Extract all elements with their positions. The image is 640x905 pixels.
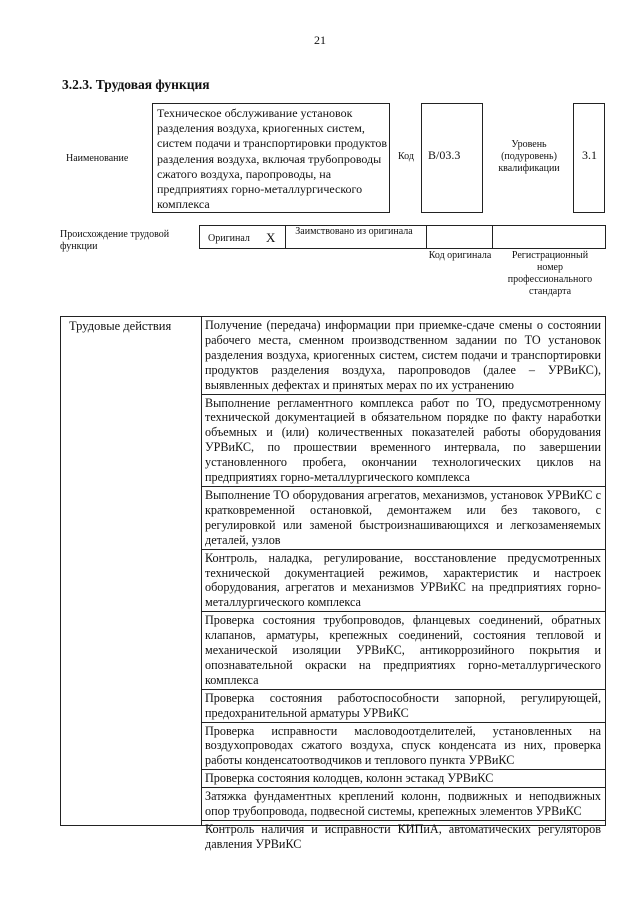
function-name: Техническое обслуживание установок разделения воздуха, криогенных систем, систем подачи и транспортировки продуктов разделения воздуха, включая трубопроводы сжатого воздуха, паропроводы, на предприятиях горно-металлургического комплекса [157, 106, 388, 212]
original-label: Оригинал [208, 233, 250, 244]
origin-code-caption: Код оригинала [428, 250, 492, 261]
work-action-item: Проверка состояния трубопроводов, фланцевых соединений, обратных клапанов, арматуры, крепежных соединений, состояния тепловой и механической изоляции УРВиКС, антикоррозийного покрытия и опознавательной окраски на предприятиях горно-металлургического комплекса [201, 612, 605, 690]
work-actions-table [60, 316, 606, 851]
work-action-item: Получение (передача) информации при приемке-сдаче смены о состоянии рабочего места, сменном производственном задании по ТО установок разделения воздуха, криогенных систем, систем подачи и транспортировки продуктов разделения воздуха, паропроводов (далее – УРВиКС), выявленных дефектах и принятых мерах по их устранению [201, 317, 605, 395]
original-mark: X [266, 230, 276, 245]
work-action-item: Проверка исправности масловодоотделителей, установленных на воздухопроводах сжатого воздуха, спуск конденсата из них, проверка работы конденсатоотводчиков и теплового пункта УРВиКС [201, 723, 605, 771]
work-action-item: Проверка состояния работоспособности запорной, регулирующей, предохранительной арматуры УРВиКС [201, 690, 605, 723]
level-box [573, 103, 605, 213]
page-number: 21 [314, 33, 326, 47]
work-action-item: Затяжка фундаментных креплений колонн, подвижных и неподвижных опор трубопровода, подвесной системы, крепежных элементов УРВиКС [201, 788, 605, 821]
work-action-item: Выполнение регламентного комплекса работ по ТО, предусмотренному технической документацией в обязательном порядке по факту наработки объемных и (или) количественных показателей работы оборудования УРВиКС, по прошествии временного интервала, по завершении установленного пробега, окончании технологических циклов на предприятиях горно-металлургического комплекса [201, 395, 605, 487]
work-action-item: Контроль, наладка, регулирование, восстановление предусмотренных технической документацией режимов, характеристик и настроек оборудования, агрегатов и механизмов УРВиКС на предприятиях горно-металлургического комплекса [201, 550, 605, 613]
code-label: Код [398, 151, 414, 162]
origin-divider-1 [285, 225, 286, 249]
work-actions-label: Трудовые действия [69, 319, 172, 333]
code-value: В/03.3 [428, 148, 461, 162]
section-title: 3.2.3. Трудовая функция [62, 77, 210, 92]
name-label: Наименование [66, 153, 129, 164]
origin-divider-2 [426, 225, 427, 249]
level-label: Уровень (подуровень) квалификации [498, 139, 560, 174]
work-action-item: Проверка состояния колодцев, колонн эстакад УРВиКС [201, 770, 605, 788]
work-action-item: Выполнение ТО оборудования агрегатов, механизмов, установок УРВиКС с кратковременной остановкой, демонтажем или без такового, с регулировкой или заменой быстроизнашивающихся и легкозаменяемых деталей, узлов [201, 487, 605, 550]
reg-number-caption: Регистрационный номер профессионального стандарта [507, 250, 593, 297]
work-action-item: Контроль наличия и исправности КИПиА, автоматических регуляторов давления УРВиКС [205, 822, 601, 851]
code-box [421, 103, 483, 213]
function-name-box [152, 103, 390, 213]
borrowed-label: Заимствовано из оригинала [295, 226, 413, 237]
origin-label: Происхождение трудовой функции [60, 229, 170, 252]
level-value: 3.1 [582, 148, 597, 162]
origin-divider-3 [492, 225, 493, 249]
work-actions-list [201, 317, 605, 853]
origin-row [199, 225, 606, 249]
